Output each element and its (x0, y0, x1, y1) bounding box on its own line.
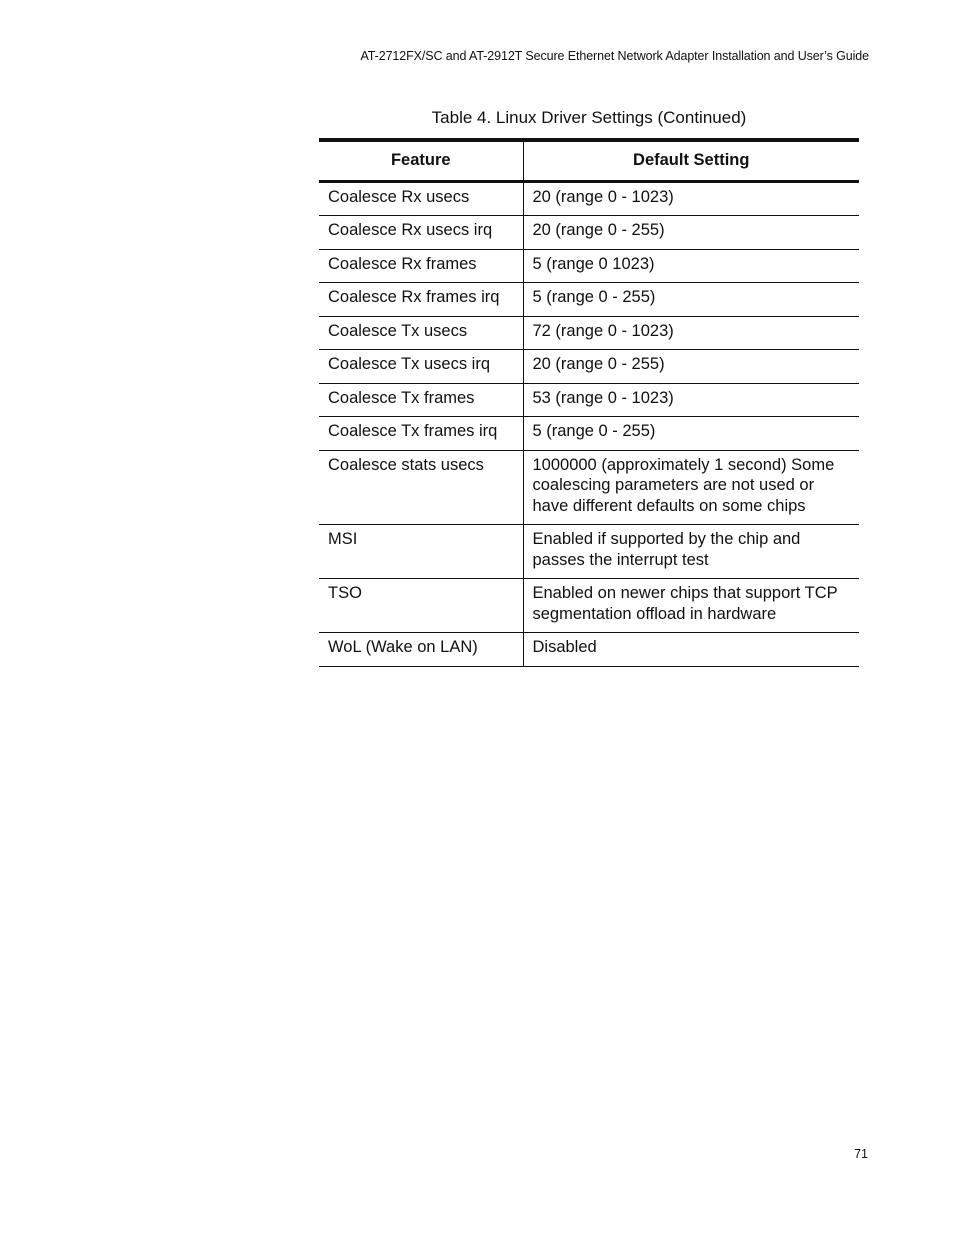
feature-cell: TSO (319, 579, 523, 633)
default-setting-cell: Disabled (523, 633, 859, 667)
default-setting-cell: 20 (range 0 - 255) (523, 216, 859, 250)
feature-cell: Coalesce Tx usecs (319, 316, 523, 350)
table-row (319, 350, 859, 384)
table-row (319, 417, 859, 451)
default-setting-cell: 5 (range 0 1023) (523, 249, 859, 283)
table-row (319, 579, 859, 633)
feature-cell: Coalesce stats usecs (319, 450, 523, 525)
column-header-feature: Feature (319, 140, 523, 181)
default-setting-cell: 5 (range 0 - 255) (523, 417, 859, 451)
linux-driver-settings-table (319, 138, 859, 667)
feature-cell: Coalesce Tx frames (319, 383, 523, 417)
feature-cell: Coalesce Rx frames (319, 249, 523, 283)
table-row (319, 181, 859, 216)
table-row (319, 283, 859, 317)
default-setting-cell: Enabled if supported by the chip and passes the interrupt test (523, 525, 859, 579)
feature-cell: MSI (319, 525, 523, 579)
table-header-row (319, 140, 859, 181)
page-number: 71 (854, 1147, 868, 1161)
default-setting-cell: 1000000 (approximately 1 second) Some coalescing parameters are not used or have different defaults on some chips (523, 450, 859, 525)
default-setting-cell: Enabled on newer chips that support TCP segmentation offload in hardware (523, 579, 859, 633)
table-row (319, 249, 859, 283)
feature-cell: Coalesce Tx usecs irq (319, 350, 523, 384)
table-row (319, 216, 859, 250)
table-row (319, 525, 859, 579)
default-setting-cell: 20 (range 0 - 255) (523, 350, 859, 384)
feature-cell: Coalesce Tx frames irq (319, 417, 523, 451)
feature-cell: Coalesce Rx usecs irq (319, 216, 523, 250)
default-setting-cell: 20 (range 0 - 1023) (523, 181, 859, 216)
default-setting-cell: 53 (range 0 - 1023) (523, 383, 859, 417)
column-header-default-setting: Default Setting (523, 140, 859, 181)
feature-cell: WoL (Wake on LAN) (319, 633, 523, 667)
default-setting-cell: 5 (range 0 - 255) (523, 283, 859, 317)
table-row (319, 450, 859, 525)
feature-cell: Coalesce Rx usecs (319, 181, 523, 216)
table-caption: Table 4. Linux Driver Settings (Continued) (431, 108, 747, 127)
table-row (319, 633, 859, 667)
feature-cell: Coalesce Rx frames irq (319, 283, 523, 317)
running-header: AT-2712FX/SC and AT-2912T Secure Ethernet Network Adapter Installation and User’s Guide (360, 49, 869, 63)
table-row (319, 316, 859, 350)
default-setting-cell: 72 (range 0 - 1023) (523, 316, 859, 350)
table-row (319, 383, 859, 417)
